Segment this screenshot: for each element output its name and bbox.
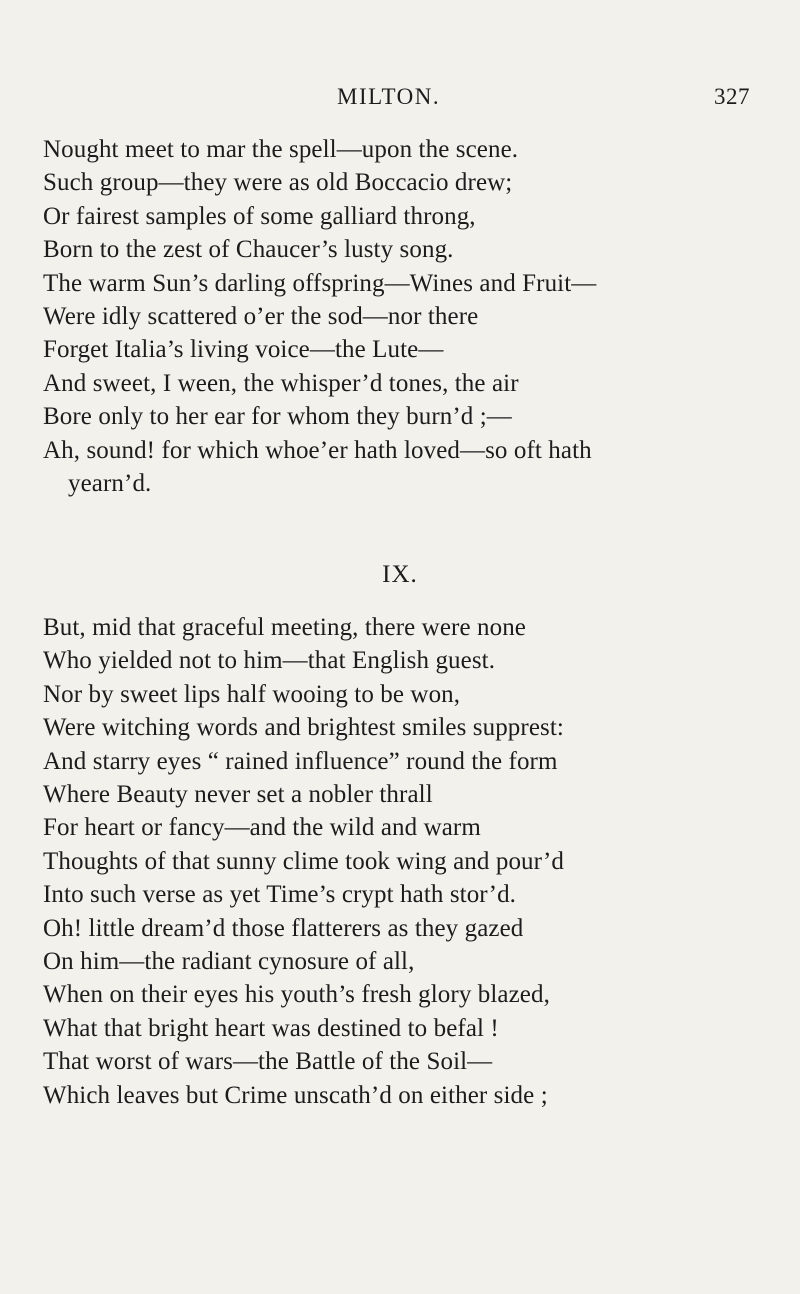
verse-line: Oh! little dream’d those flatterers as they gazed [43,914,524,942]
verse-line: Nought meet to mar the spell—upon the scene. [43,136,519,163]
verse-line: Where Beauty never set a nobler thrall [43,781,433,809]
page-number: 327 [714,84,750,109]
verse-line: But, mid that graceful meeting, there were none [43,614,526,641]
verse-line: When on their eyes his youth’s fresh glory blazed, [43,981,550,1009]
verse-line: And starry eyes “ rained influence” round the form [43,747,558,775]
running-title: MILTON. [337,84,441,109]
stanza-ix [43,611,783,1112]
verse-line: Into such verse as yet Time’s crypt hath stor’d. [43,881,517,909]
verse-line: Bore only to her ear for whom they burn’d ;— [43,403,512,431]
verse-line: Forget Italia’s living voice—the Lute— [43,336,444,364]
stanza-viii-continued [43,133,783,500]
verse-line: And sweet, I ween, the whisper’d tones, the air [43,369,519,397]
verse-line: For heart or fancy—and the wild and warm [43,814,481,842]
verse-line: What that bright heart was destined to befal ! [43,1014,499,1042]
verse-line: Thoughts of that sunny clime took wing and pour’d [43,847,565,875]
verse-line: Ah, sound! for which whoe’er hath loved—so oft hath [43,436,592,464]
verse-line: Were idly scattered o’er the sod—nor there [43,303,479,331]
verse-line: On him—the radiant cynosure of all, [43,948,415,976]
verse-line: Or fairest samples of some galliard throng, [43,202,476,230]
verse-line: Nor by sweet lips half wooing to be won, [43,680,461,708]
verse-line: Born to the zest of Chaucer’s lusty song. [43,236,454,264]
verse-line: Which leaves but Crime unscath’d on either side ; [43,1081,548,1109]
verse-line: The warm Sun’s darling offspring—Wines and Fruit— [43,269,597,297]
verse-line-continuation: yearn’d. [68,470,152,498]
verse-line: Such group—they were as old Boccacio drew; [43,169,513,197]
verse-line: That worst of wars—the Battle of the Soil— [43,1048,493,1076]
verse-line: Were witching words and brightest smiles supprest: [43,714,564,742]
stanza-number: IX. [382,561,418,588]
verse-line: Who yielded not to him—that English guest. [43,647,496,675]
running-head [0,82,800,112]
